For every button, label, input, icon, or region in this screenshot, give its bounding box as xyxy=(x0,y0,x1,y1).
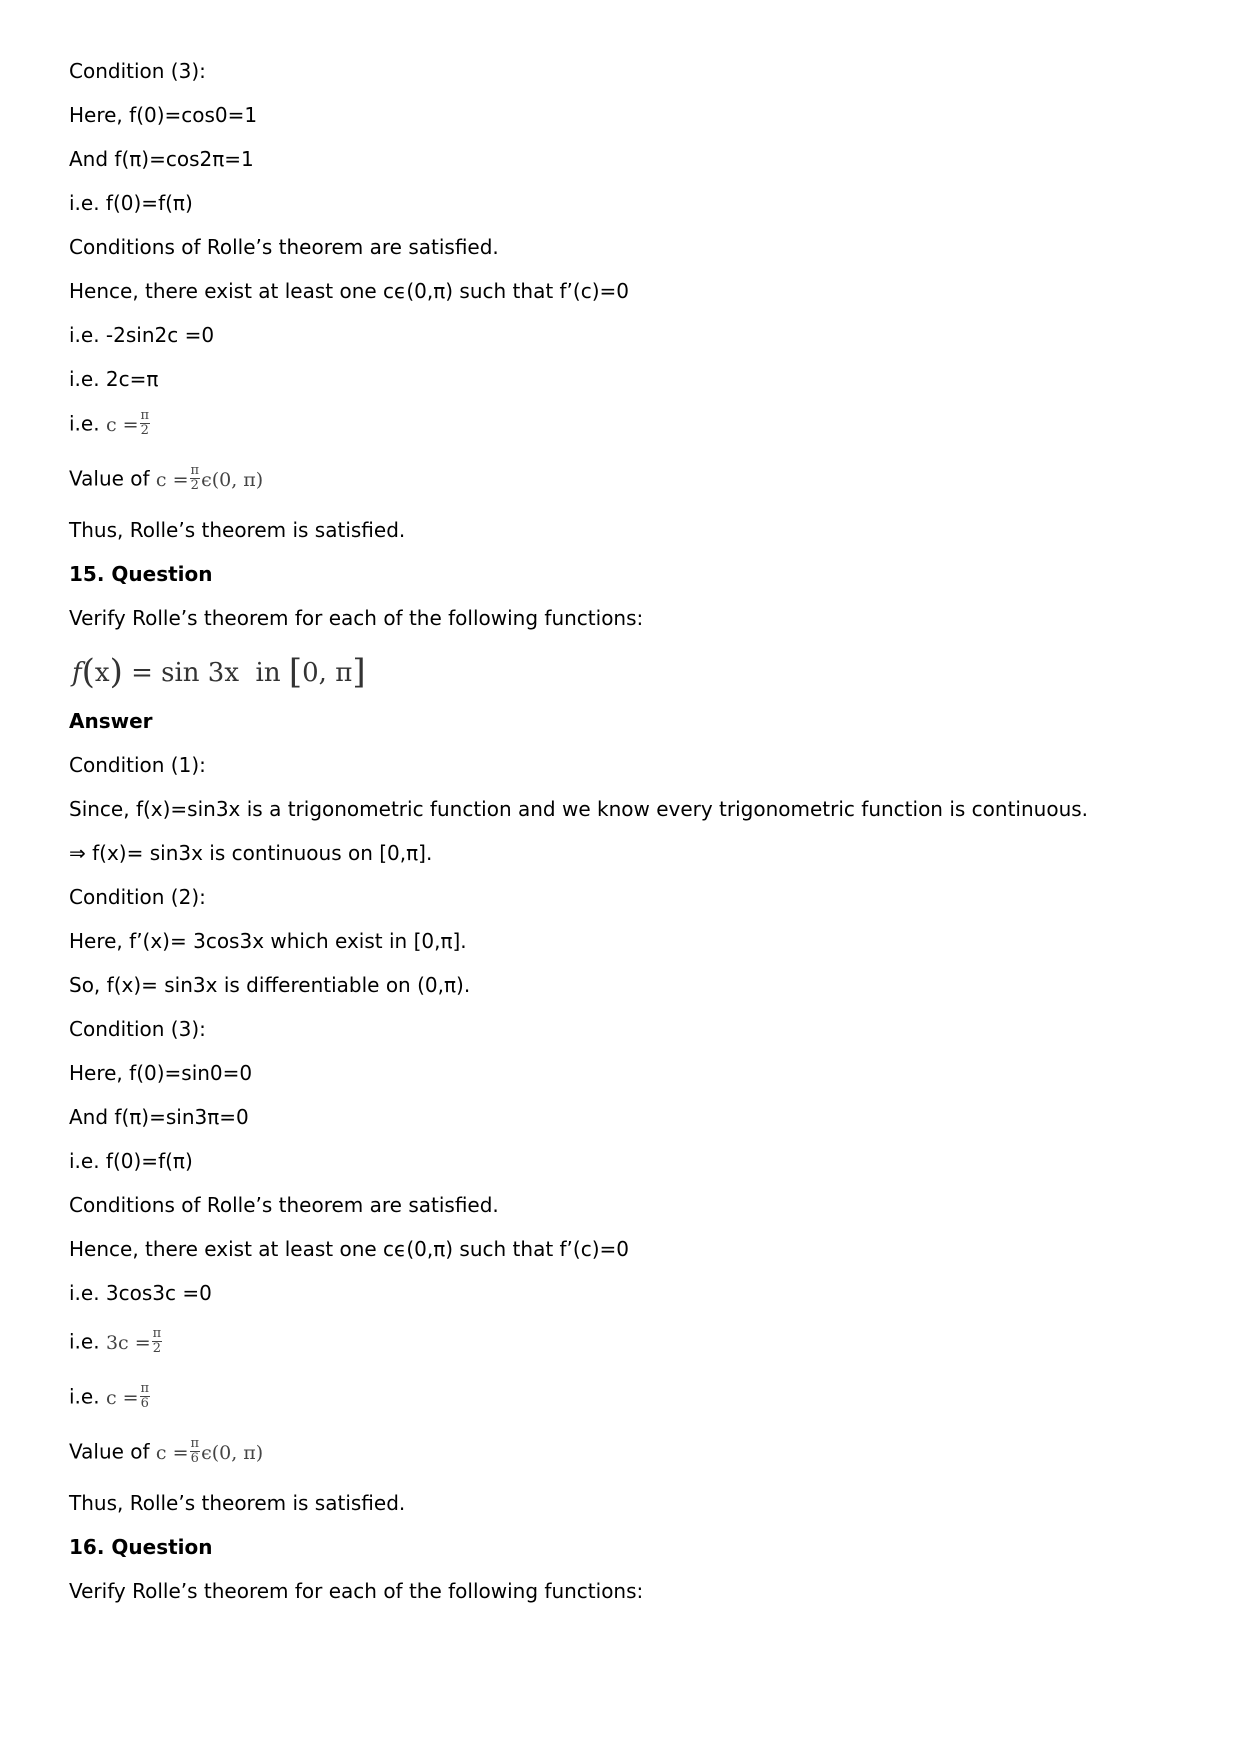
c-equation xyxy=(105,1381,151,1411)
fraction xyxy=(152,1327,163,1356)
question-16-heading: 16. Question xyxy=(69,1535,213,1559)
two-c-line: i.e. 2c=π xyxy=(69,367,159,391)
f-pi-line: And f(π)=cos2π=1 xyxy=(69,147,254,171)
conditions-satisfied: Conditions of Rolle’s theorem are satisfied. xyxy=(69,235,499,259)
equality-line: i.e. f(0)=f(π) xyxy=(69,1149,193,1173)
conditions-satisfied: Conditions of Rolle’s theorem are satisfied. xyxy=(69,1193,499,1217)
value-equation xyxy=(155,1436,264,1466)
formula-lbracket: [ xyxy=(288,652,303,692)
value-interval: ϵ(0, π) xyxy=(201,1441,264,1464)
hence-statement: Hence, there exist at least one cϵ(0,π) such that f’(c)=0 xyxy=(69,279,629,303)
question-16-prompt: Verify Rolle’s theorem for each of the following functions: xyxy=(69,1579,644,1603)
c-lhs: c = xyxy=(105,413,139,436)
derivative-zero-line: i.e. 3cos3c =0 xyxy=(69,1281,212,1305)
formula-x: x xyxy=(94,658,110,688)
value-prefix: Value of xyxy=(69,466,150,491)
c-lhs: c = xyxy=(105,1386,139,1409)
c-value-line xyxy=(69,1381,151,1413)
f-zero-line: Here, f(0)=sin0=0 xyxy=(69,1061,253,1085)
value-lhs: c = xyxy=(155,1441,189,1464)
value-prefix: Value of xyxy=(69,1439,150,1464)
fraction-numerator: π xyxy=(140,408,150,423)
three-c-line xyxy=(69,1326,163,1358)
conclusion: Thus, Rolle’s theorem is satisfied. xyxy=(69,518,406,542)
fraction-numerator: π xyxy=(140,1381,150,1396)
fraction xyxy=(190,1437,201,1466)
three-c-equation xyxy=(105,1326,163,1356)
condition-3-label: Condition (3): xyxy=(69,59,206,83)
c-value-line xyxy=(69,408,151,440)
question-15-heading: 15. Question xyxy=(69,562,213,586)
fraction-numerator: π xyxy=(190,1436,200,1451)
condition-1-result: ⇒ f(x)= sin3x is continuous on [0,π]. xyxy=(69,841,433,865)
value-of-c-line xyxy=(69,1436,264,1468)
conclusion: Thus, Rolle’s theorem is satisfied. xyxy=(69,1491,406,1515)
ie-prefix: i.e. xyxy=(69,411,100,436)
derivative-zero-line: i.e. -2sin2c =0 xyxy=(69,323,215,347)
fraction-numerator: π xyxy=(190,463,200,478)
ie-prefix: i.e. xyxy=(69,1329,100,1354)
condition-1-label: Condition (1): xyxy=(69,753,206,777)
condition-2-result: So, f(x)= sin3x is differentiable on (0,π). xyxy=(69,973,471,997)
three-c-lhs: 3c = xyxy=(105,1331,151,1354)
fraction-numerator: π xyxy=(152,1326,162,1341)
fraction-denominator: 2 xyxy=(152,1341,162,1356)
ie-prefix: i.e. xyxy=(69,1384,100,1409)
question-15-formula xyxy=(72,650,366,690)
formula-interval: 0, π xyxy=(302,658,353,688)
condition-2-text: Here, f’(x)= 3cos3x which exist in [0,π]. xyxy=(69,929,467,953)
f-zero-line: Here, f(0)=cos0=1 xyxy=(69,103,258,127)
value-lhs: c = xyxy=(155,468,189,491)
condition-2-label: Condition (2): xyxy=(69,885,206,909)
fraction-denominator: 6 xyxy=(190,1451,199,1466)
condition-3-label: Condition (3): xyxy=(69,1017,206,1041)
f-pi-line: And f(π)=sin3π=0 xyxy=(69,1105,249,1129)
fraction xyxy=(190,464,201,493)
c-equation xyxy=(105,408,151,438)
formula-body: = sin 3x in xyxy=(122,658,289,688)
formula-lparen: ( xyxy=(81,652,95,692)
hence-statement: Hence, there exist at least one cϵ(0,π) such that f’(c)=0 xyxy=(69,1237,629,1261)
fraction xyxy=(140,1382,151,1411)
formula-rparen: ) xyxy=(109,652,123,692)
equality-line: i.e. f(0)=f(π) xyxy=(69,191,193,215)
fraction-denominator: 2 xyxy=(140,423,149,438)
condition-1-text: Since, f(x)=sin3x is a trigonometric function and we know every trigonometric function is continuous. xyxy=(69,797,1089,821)
formula-f: f xyxy=(72,658,82,688)
value-equation xyxy=(155,463,264,493)
value-interval: ϵ(0, π) xyxy=(201,468,264,491)
value-of-c-line xyxy=(69,463,264,495)
fraction-denominator: 6 xyxy=(140,1396,149,1411)
question-15-prompt: Verify Rolle’s theorem for each of the following functions: xyxy=(69,606,644,630)
fraction xyxy=(140,409,151,438)
answer-label: Answer xyxy=(69,709,153,733)
formula-rbracket: ] xyxy=(352,652,366,692)
fraction-denominator: 2 xyxy=(190,478,199,493)
